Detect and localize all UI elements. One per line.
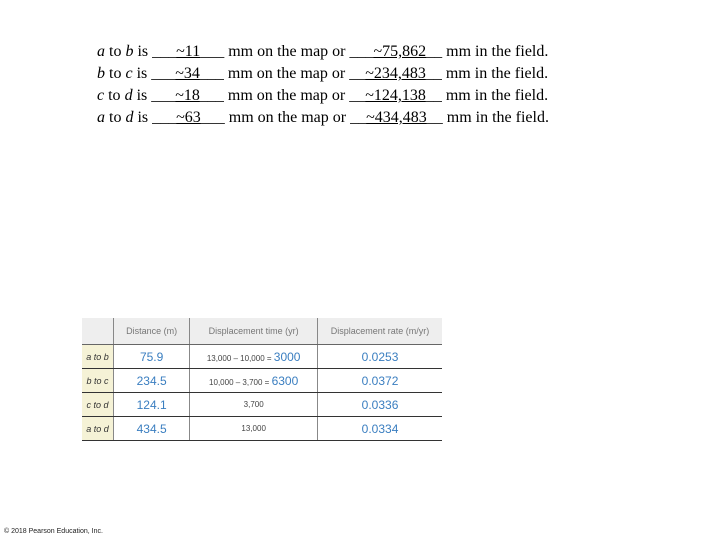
- line-is-word: is: [133, 109, 153, 126]
- line-mid-text: mm on the map or: [223, 87, 350, 104]
- time-cell: [190, 369, 318, 393]
- header-corner: [82, 318, 114, 345]
- line-to: d: [124, 87, 133, 104]
- time-calc: 10,000 – 3,700 =: [209, 377, 270, 387]
- map-distance-value: ~11: [176, 43, 201, 60]
- displacement-table: [82, 318, 442, 441]
- line-from: a: [97, 43, 105, 60]
- line-to: c: [125, 65, 133, 82]
- line-end-text: mm in the field.: [441, 65, 549, 82]
- row-label: a to b: [82, 345, 114, 369]
- line-b-to-c: b to c is ___~34___ mm on the map or __~234,483__ mm in the field.: [97, 65, 549, 82]
- map-distance-value: ~18: [175, 87, 200, 104]
- table-row: [82, 369, 442, 393]
- line-is-word: is: [133, 43, 153, 60]
- line-end-text: mm in the field.: [441, 87, 549, 104]
- line-mid-text: mm on the map or: [224, 43, 350, 60]
- time-cell: [190, 393, 318, 417]
- header-displacement-rate: Displacement rate (m/yr): [318, 318, 442, 345]
- line-from: b: [97, 65, 105, 82]
- time-cell: [190, 345, 318, 369]
- line-c-to-d: c to d is ___~18___ mm on the map or __~124,138__ mm in the field.: [97, 87, 549, 104]
- table-row: [82, 393, 442, 417]
- time-calc: 3,700: [243, 400, 264, 409]
- time-calc: 13,000: [241, 424, 266, 433]
- line-is-word: is: [132, 87, 152, 104]
- table-header-row: [82, 318, 442, 345]
- line-to: d: [125, 109, 134, 126]
- question-lines: [97, 41, 549, 129]
- map-distance-value: ~34: [175, 65, 200, 82]
- distance-cell: 234.5: [114, 369, 190, 393]
- field-distance-value: ~124,138: [365, 87, 426, 104]
- table-row: [82, 417, 442, 441]
- time-result: 6300: [271, 373, 299, 388]
- distance-cell: 434.5: [114, 417, 190, 441]
- map-distance-value: ~63: [176, 109, 201, 126]
- line-to-word: to: [105, 43, 126, 60]
- time-result: 3000: [273, 349, 301, 364]
- time-cell: [190, 417, 318, 441]
- line-mid-text: mm on the map or: [224, 109, 351, 126]
- time-calc: 13,000 – 10,000 =: [206, 353, 272, 363]
- field-distance-value: ~434,483: [366, 109, 427, 126]
- line-from: a: [97, 109, 105, 126]
- line-to-word: to: [105, 65, 126, 82]
- row-label: b to c: [82, 369, 114, 393]
- row-label: a to d: [82, 417, 114, 441]
- header-displacement-time: Displacement time (yr): [190, 318, 318, 345]
- line-a-to-d: a to d is ___~63___ mm on the map or __~434,483__ mm in the field.: [97, 109, 549, 126]
- line-from: c: [97, 87, 105, 104]
- line-a-to-b: a to b is ___~11___ mm on the map or ___~75,862__ mm in the field.: [97, 43, 549, 60]
- copyright-notice: © 2018 Pearson Education, Inc.: [4, 528, 103, 535]
- rate-cell: 0.0253: [318, 345, 442, 369]
- rate-cell: 0.0336: [318, 393, 442, 417]
- line-to: b: [125, 43, 134, 60]
- line-end-text: mm in the field.: [442, 43, 549, 60]
- distance-cell: 75.9: [114, 345, 190, 369]
- field-distance-value: ~234,483: [365, 65, 426, 82]
- rate-cell: 0.0372: [318, 369, 442, 393]
- line-to-word: to: [105, 109, 126, 126]
- table-row: [82, 345, 442, 369]
- rate-cell: 0.0334: [318, 417, 442, 441]
- distance-cell: 124.1: [114, 393, 190, 417]
- line-end-text: mm in the field.: [442, 109, 549, 126]
- row-label: c to d: [82, 393, 114, 417]
- line-mid-text: mm on the map or: [223, 65, 350, 82]
- line-is-word: is: [132, 65, 152, 82]
- field-distance-value: ~75,862: [373, 43, 427, 60]
- line-to-word: to: [104, 87, 125, 104]
- header-distance: Distance (m): [114, 318, 190, 345]
